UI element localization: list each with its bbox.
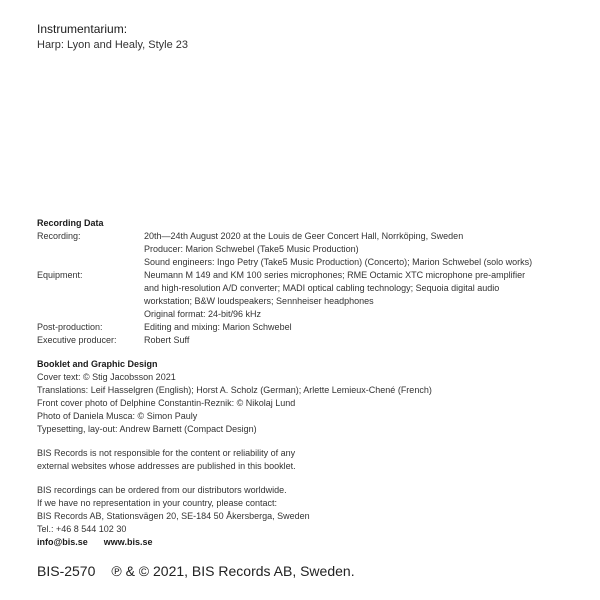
equipment-line: and high-resolution A/D converter; MADI optical cabling technology; Sequoia digital audio (144, 283, 500, 293)
post-production-row (37, 321, 577, 334)
footer (37, 563, 371, 579)
front-cover-photo-line: Front cover photo of Delphine Constantin-Reznik: © Nikolaj Lund (37, 398, 296, 408)
producer-line: Producer: Marion Schwebel (Take5 Music Production) (144, 244, 359, 254)
contact-links (37, 536, 437, 549)
equipment-line: workstation; B&W loudspeakers; Sennheiser headphones (144, 296, 374, 306)
executive-producer-label: Executive producer: (37, 335, 117, 345)
recording-row (37, 230, 577, 269)
equipment-line: Neumann M 149 and KM 100 series microphones; RME Octamic XTC microphone pre-amplifier (144, 270, 526, 280)
equipment-value (144, 269, 577, 321)
cover-text-line: Cover text: © Stig Jacobsson 2021 (37, 372, 176, 382)
disclaimer-line: external websites whose addresses are published in this booklet. (37, 461, 296, 471)
disclaimer-line: BIS Records is not responsible for the content or reliability of any (37, 448, 296, 458)
original-format-line: Original format: 24-bit/96 kHz (144, 309, 262, 319)
equipment-label: Equipment: (37, 270, 83, 280)
sound-engineers-line: Sound engineers: Ingo Petry (Take5 Music Production) (Concerto); Marion Schwebel (solo works) (144, 257, 533, 267)
website-link[interactable]: www.bis.se (103, 537, 153, 547)
disclaimer-block (37, 447, 437, 473)
typesetting-line: Typesetting, lay-out: Andrew Barnett (Compact Design) (37, 424, 257, 434)
copyright-notice: ℗ & © 2021, BIS Records AB, Sweden. (111, 563, 355, 579)
post-production-label: Post-production: (37, 322, 103, 332)
booklet-design-title: Booklet and Graphic Design (37, 359, 158, 369)
executive-producer-value (144, 334, 577, 347)
instrumentarium-title: Instrumentarium: (37, 22, 128, 36)
executive-producer-line: Robert Suff (144, 335, 190, 345)
recording-line: 20th—24th August 2020 at the Louis de Geer Concert Hall, Norrköping, Sweden (144, 231, 464, 241)
booklet-design-block (37, 358, 577, 436)
instrumentarium-block (37, 21, 188, 53)
recording-data-block (37, 217, 577, 347)
editing-line: Editing and mixing: Marion Schwebel (144, 322, 292, 332)
email-link[interactable]: info@bis.se (37, 537, 88, 547)
catalog-number: BIS-2570 (37, 563, 96, 579)
address-line: BIS Records AB, Stationsvägen 20, SE-184 50 Åkersberga, Sweden (37, 511, 310, 521)
order-line: If we have no representation in your country, please contact: (37, 498, 277, 508)
instrumentarium-harp: Harp: Lyon and Healy, Style 23 (37, 39, 189, 51)
executive-producer-row (37, 334, 577, 347)
equipment-row (37, 269, 577, 321)
photo-credit-line: Photo of Daniela Musca: © Simon Pauly (37, 411, 198, 421)
translations-line: Translations: Leif Hasselgren (English); Horst A. Scholz (German); Arlette Lemieux-Chené (French) (37, 385, 432, 395)
phone-line: Tel.: +46 8 544 102 30 (37, 524, 127, 534)
order-line: BIS recordings can be ordered from our distributors worldwide. (37, 485, 287, 495)
ordering-block (37, 484, 437, 549)
recording-value (144, 230, 577, 269)
recording-data-title: Recording Data (37, 218, 104, 228)
post-production-value (144, 321, 577, 334)
recording-label: Recording: (37, 231, 81, 241)
